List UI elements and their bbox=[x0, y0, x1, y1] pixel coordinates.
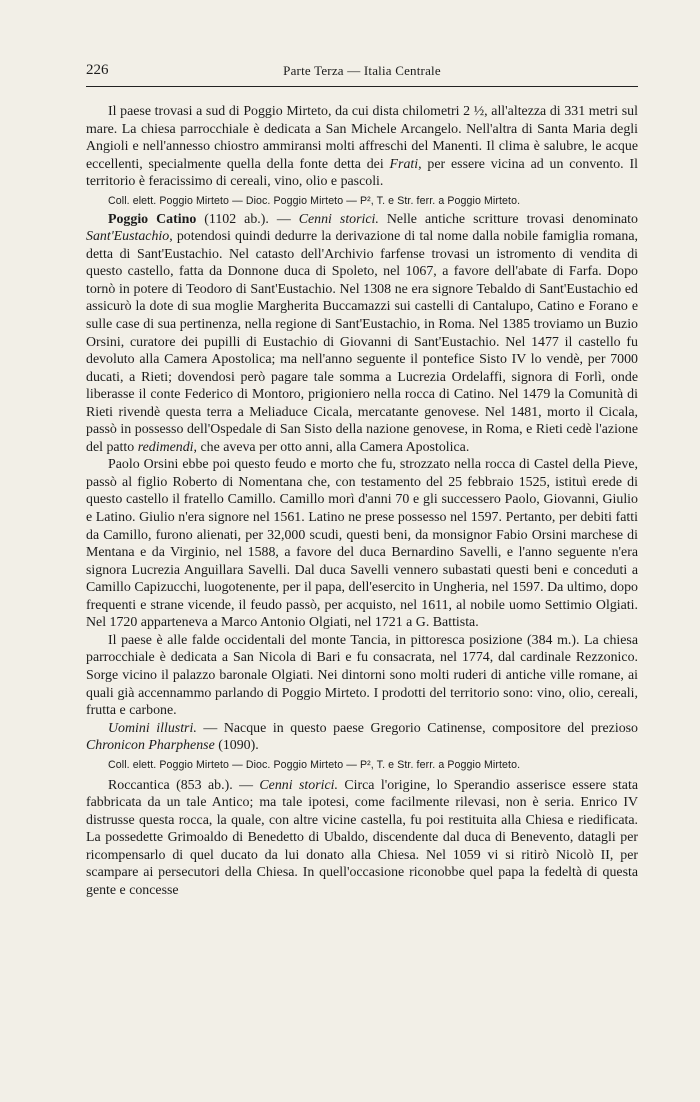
poggio-catino-paragraph-2: Paolo Orsini ebbe poi questo feudo e morto che fu, strozzato nella rocca di Castel della Pieve, passò al figlio Roberto di Nomentana che, con testamento del 25 febbraio 1525, istituì erede di questo castello il fratello Camillo. Camillo morì d'anni 70 e gli successero Paolo, Giovanni, Giulio e Latino. Giulio n'era signore nel 1561. Latino ne prese possesso nel 1597. Pertanto, per debiti fatti da Camillo, furono alienati, per 32,000 scudi, questi beni, da monsignor Fabio Orsini marchese di Mentana e da Virginio, nel 1588, a favore del duca Bernardino Savelli, e l'anno seguente n'era signora Lucrezia Anguillara Savelli. Dal duca Savelli vennero subastati questi beni e conceduti a Camillo Capizucchi, luogotenente, per il papa, dell'esercito in Ungheria, nel 1597. Da ultimo, dopo frequenti e strane vicende, il feudo passò, per acquisto, nel 1611, al nobile uomo Settimio Olgiati. Nel 1720 apparteneva a Marco Antonio Olgiati, nel 1721 a G. Battista. bbox=[86, 457, 638, 631]
roccantica-paragraph: Roccantica (853 ab.). — Cenni storici. Circa l'origine, lo Sperandio asserisce essere stata fabbricata da un tale Antico; ma tale ipotesi, come facilmente rilevasi, non è seria. Enrico IV distrusse questa rocca, la quale, con altre vicine castella, fu poi restituita alla Chiesa e riedificata. La possedette Grimoaldo di Benedetto di Ubaldo, discendente dal duca di Benevento, datagli per ricompensarlo di quel ducato da lui donato alla Chiesa. Nel 1059 vi si ritirò Nicolò II, per scampare ai persecutori della Chiesa. In quell'occasione riconobbe quel papa la fedeltà di questa gente e concesse bbox=[86, 777, 638, 898]
poggio-catino-paragraph-4: Uomini illustri. — Nacque in questo paese Gregorio Catinense, compositore del prezioso Chronicon Pharphense (1090). bbox=[86, 720, 638, 754]
poggio-catino-paragraph-3: Il paese è alle falde occidentali del monte Tancia, in pittoresca posizione (384 m.). La chiesa parrocchiale è dedicata a San Nicola di Bari e fu consacrata, nel 1774, dal cardinale Rezzonico. Sorge vicino il palazzo baronale Olgiati. Nei dintorni sono molti ruderi di antiche ville romane, ai quali già accennammo parlando di Poggio Mirteto. I prodotti del territorio sono: vino, olio, cereali, frutta e carbone. bbox=[86, 632, 638, 719]
running-title: Parte Terza — Italia Centrale bbox=[283, 63, 441, 78]
header-rule bbox=[86, 86, 638, 87]
section-label: Uomini illustri. bbox=[108, 720, 197, 736]
collegio-note: Coll. elett. Poggio Mirteto — Dioc. Poggio Mirteto — P², T. e Str. ferr. a Poggio Mirteto. bbox=[108, 194, 521, 207]
entry-title: Roccantica bbox=[108, 777, 170, 793]
entry-title: Poggio Catino bbox=[108, 211, 197, 227]
page-number: 226 bbox=[86, 62, 109, 78]
page-header bbox=[86, 62, 638, 84]
section-label: Cenni storici. bbox=[259, 777, 338, 793]
section-label: Cenni storici. bbox=[298, 211, 379, 227]
poggio-catino-paragraph-1: Poggio Catino (1102 ab.). — Cenni storici. Nelle antiche scritture trovasi denominato Sant'Eustachio, potendosi quindi dedurre la derivazione di tal nome dalla nobile famiglia romana, detta di Sant'Eustachio. Nel catasto dell'Archivio farfense trovasi un istromento di vendita di questo castello, fatta da Donnone duca di Spoleto, nel 1067, a favore dell'abate di Farfa. Dopo tornò in potere di Teodoro di Sant'Eustachio. Nel 1308 ne era signore Tebaldo di Sant'Eustachio ed assicurò la dote di sua moglie Margherita Buccamazzi sui castelli di Cantalupo, Catino e Forano e sulle case di sua pertinenza, nella regione di Sant'Eustachio, in Roma. Nel 1385 troviamo un Buzio Orsini, curatore dei pupilli di Eustachio di Giovanni di Sant'Eustachio. Nel 1477 il castello fu devoluto alla Camera Apostolica; ma nell'anno seguente il pontefice Sisto IV lo vendè, per 7000 ducati, a Rieti; dovendosi però pagare tale somma a Lucrezia Ordelaffi, signora di Forlì, onde liberasse il conte Federico di Montoro, prigioniero nella rocca di Catino. Nel 1479 la Comunità di Rieti rivendè questa terra a Meliaduce Cicala, mercatante genovese. Nel 1481, morto il Cicala, passò in possesso dell'Ospedale di San Sisto della nazione genovese, in Roma, e Rieti cedè l'azione del patto redimendi, che aveva per otto anni, alla Camera Apostolica. bbox=[86, 211, 638, 455]
intro-paragraph: Il paese trovasi a sud di Poggio Mirteto, da cui dista chilometri 2 ½, all'altezza di 331 metri sul mare. La chiesa parrocchiale è dedicata a San Michele Arcangelo. Nell'altra di Santa Maria degli Angioli e nell'annesso chiostro ammiransi molti affreschi del Manenti. Il clima è salubre, le acque eccellenti, specialmente quella della fonte detta dei Frati, per essere vicina ad un convento. Il territorio è feracissimo di cereali, vino, olio e pascoli. bbox=[86, 104, 638, 190]
collegio-note: Coll. elett. Poggio Mirteto — Dioc. Poggio Mirteto — P², T. e Str. ferr. a Poggio Mirteto. bbox=[108, 758, 521, 771]
body-text bbox=[86, 103, 638, 900]
